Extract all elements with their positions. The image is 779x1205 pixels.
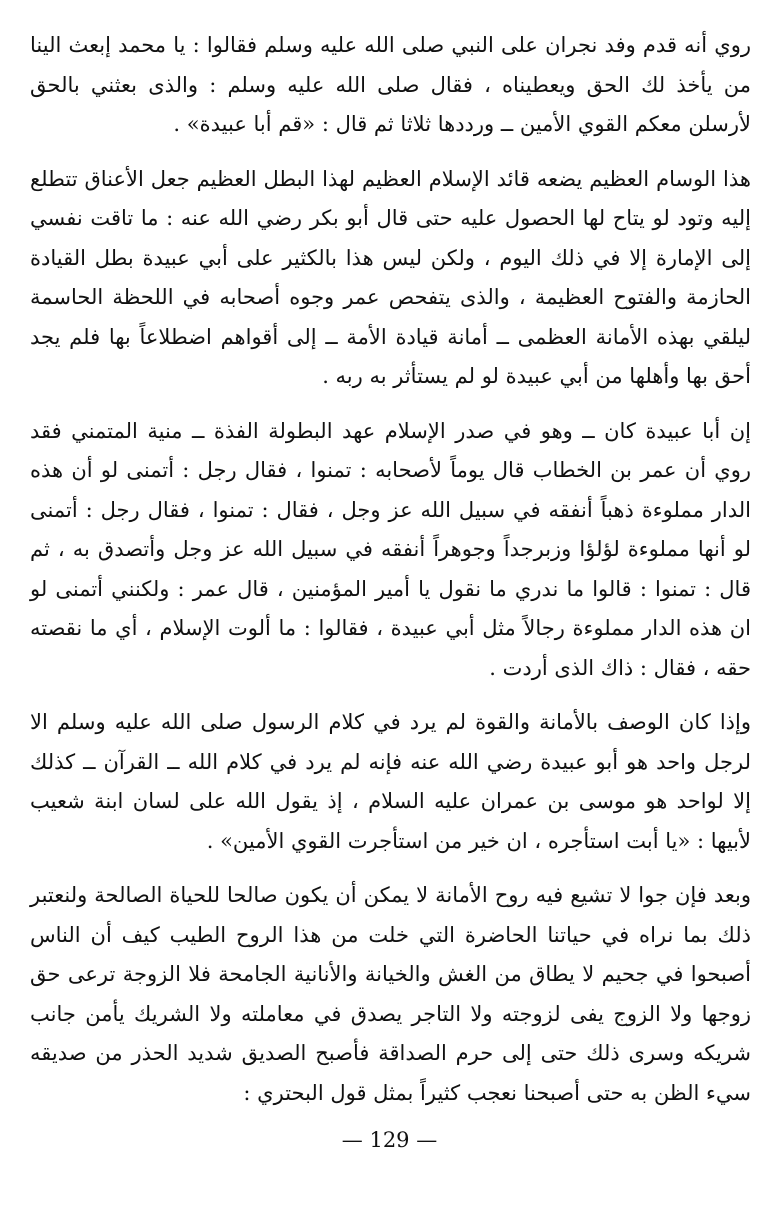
paragraph-1: روي أنه قدم وفد نجران على النبي صلى الله عليه وسلم فقالوا : يا محمد إبعث الينا من يأخذ لك الحق ويعطيناه ، فقال صلى الله عليه وسلم : والذى بعثني بالحق لأرسلن معكم القوي الأمين ــ ورددها ثلاثا ثم قال : «قم أبا عبيدة» . xyxy=(30,33,751,136)
paragraph-3: إن أبا عبيدة كان ــ وهو في صدر الإسلام عهد البطولة الفذة ــ منية المتمني فقد روي أن عمر بن الخطاب قال يوماً لأصحابه : تمنوا ، فقال رجل : أتمنى لو أن هذه الدار مملوءة ذهباً أنفقه في سبيل الله عز وجل ، فقال : تمنوا ، فقال رجل : أتمنى لو أنها مملوءة لؤلؤا وزبرجداً وجوهراً أنفقه في سبيل الله عز وجل وأتصدق به ، ثم قال : تمنوا : قالوا ما ندري ما نقول يا أمير المؤمنين ، قال عمر : ولكنني أتمنى لو ان هذه الدار مملوءة رجالاً مثل أبي عبيدة ، فقالوا : ما ألوت الإسلام ، أي ما نقصته حقه ، فقال : ذاك الذى أردت . xyxy=(30,418,751,680)
paragraph-5: وبعد فإن جوا لا تشيع فيه روح الأمانة لا يمكن أن يكون صالحا للحياة الصالحة ولنعتبر ذلك بما نراه في حياتنا الحاضرة التي خلت من هذا الروح الطيب كيف أن الناس أصبحوا في جحيم لا يطاق من الغش والخيانة والأنانية الجامحة فلا الزوجة ترعى حق زوجها ولا الزوج يفى لزوجته ولا التاجر يصدق في معاملته ولا الشريك يأمن جانب شريكه وسرى ذلك حتى إلى حرم الصداقة فأصبح الصديق شديد الحذر من صديقه سيء الظن به حتى أصبحنا نعجب كثيراً بمثل قول البحتري : xyxy=(30,883,752,1105)
paragraph-4: وإذا كان الوصف بالأمانة والقوة لم يرد في كلام الرسول صلى الله عليه وسلم الا لرجل واحد هو أبو عبيدة رضي الله عنه فإنه لم يرد في كلام الله ــ القرآن ــ كذلك إلا لواحد هو موسى بن عمران عليه السلام ، إذ يقول الله على لسان ابنة شعيب لأبيها : «يا أبت استأجره ، ان خير من استأجرت القوي الأمين» . xyxy=(30,710,751,853)
paragraph-2: هذا الوسام العظيم يضعه قائد الإسلام العظيم لهذا البطل العظيم جعل الأعناق تتطلع إليه وتود لو يتاح لها الحصول عليه حتى قال أبو بكر رضي الله عنه : ما تاقت نفسي إلى الإمارة إلا في ذلك اليوم ، ولكن ليس هذا بالكثير على أبي عبيدة بطل القيادة الحازمة والفتوح العظيمة ، والذى يتفحص عمر وجوه أصحابه في اللحظة الحاسمة ليلقي بهذه الأمانة العظمى ــ أمانة قيادة الأمة ــ إلى أقواهم اضطلاعاً بها فلم يجد أحق بها وأهلها من أبي عبيدة لو لم يستأثر به ربه . xyxy=(30,166,751,388)
page-number: — 129 — xyxy=(341,1128,438,1152)
